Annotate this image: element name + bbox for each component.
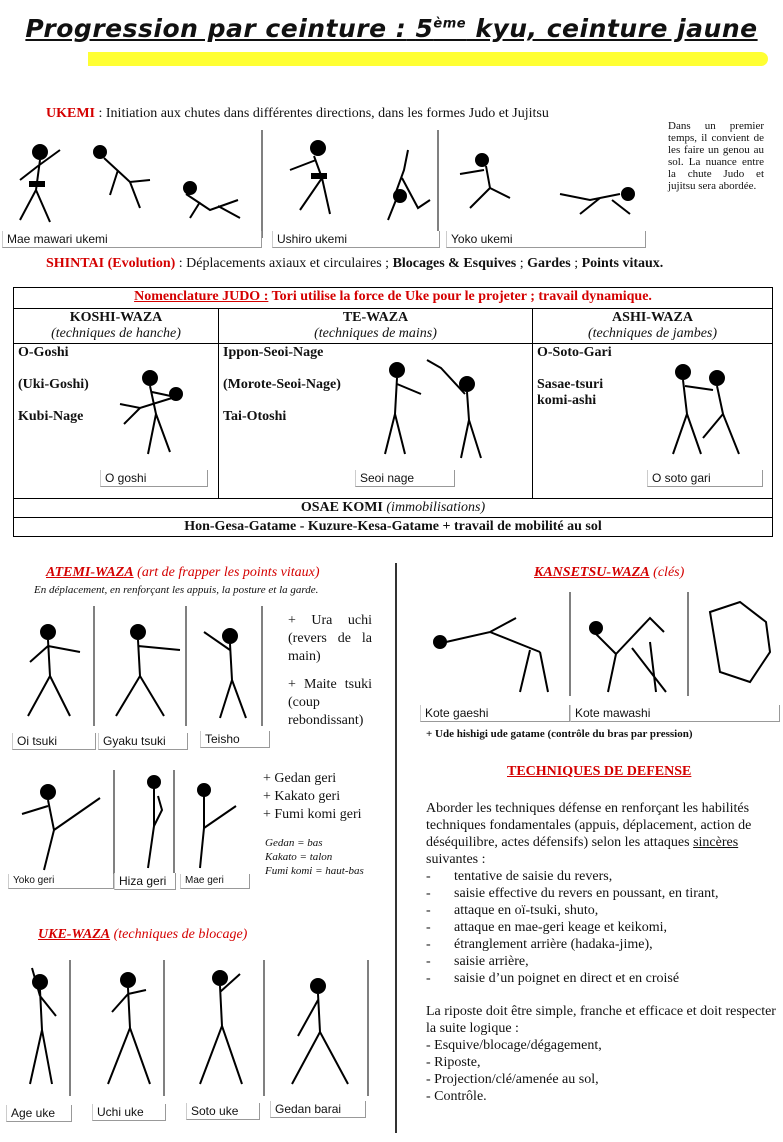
caption-yoko-geri: Yoko geri (8, 874, 114, 889)
nomenclature-header: Nomenclature JUDO : Tori utilise la force de Uke pour le projeter ; travail dynamique. (14, 288, 773, 309)
caption-gedan-barai: Gedan barai (270, 1101, 366, 1118)
col-te-waza: TE-WAZA (techniques de mains) (219, 309, 533, 344)
col-ashi-waza: ASHI-WAZA (techniques de jambes) (533, 309, 773, 344)
o-goshi-illustration (110, 364, 200, 464)
uke-waza-heading: UKE-WAZA (techniques de blocage) (38, 927, 248, 942)
defense-attacks-list (426, 868, 782, 987)
te-waza-cell: Ippon-Seoi-Nage (Morote-Seoi-Nage) Tai-Otoshi Seoi nage (219, 344, 533, 499)
kansetsu-note: + Ude hishigi ude gatame (contrôle du bras par pression) (426, 728, 693, 740)
ukemi-heading: UKEMI : Initiation aux chutes dans différentes directions, dans les formes Judo et Jujitsu (46, 106, 549, 121)
defense-intro: Aborder les techniques défense en renforçant les habilités techniques fondamentales (appuis, déplacement, action de déséquilibre, actes défensifs) selon les attaques sincères suivantes : (426, 801, 752, 867)
defense-body (426, 800, 782, 1105)
uke-waza-illustrations (8, 960, 373, 1100)
defense-step: - Contrôle. (426, 1089, 487, 1104)
ukemi-side-note: Dans un premier temps, il convient de les faire un genou au sol. La nuance entre la chute Judo et jujitsu sera abordée. (668, 120, 764, 192)
atemi-glossary: Gedan = bas Kakato = talon Fumi komi = haut-bas (265, 837, 364, 877)
defense-riposte: La riposte doit être simple, franche et efficace et doit respecter la suite logique : (426, 1004, 776, 1036)
page-title: Progression par ceinture : 5ème kyu, ceinture jaune (25, 14, 758, 43)
atemi-heading: ATEMI-WAZA (art de frapper les points vitaux) (46, 565, 320, 580)
caption-oi-tsuki: Oi tsuki (12, 733, 96, 750)
ashi-waza-cell: O-Soto-Gari Sasae-tsuri komi-ashi O soto gari (533, 344, 773, 499)
list-item: - tentative de saisie du revers, (426, 868, 782, 885)
osae-komi-techniques: Hon-Gesa-Gatame - Kuzure-Kesa-Gatame + travail de mobilité au sol (14, 518, 773, 537)
caption-soto-uke: Soto uke (186, 1103, 260, 1120)
caption-mae-mawari-ukemi: Mae mawari ukemi (2, 231, 262, 248)
atemi-intro: En déplacement, en renforçant les appuis, la posture et la garde. (34, 584, 319, 596)
list-item: - attaque en oï-tsuki, shuto, (426, 902, 782, 919)
defense-step: - Esquive/blocage/dégagement, (426, 1038, 602, 1053)
caption-kote-gaeshi: Kote gaeshi (420, 705, 570, 722)
shintai-heading: SHINTAI (Evolution) : Déplacements axiaux et circulaires ; Blocages & Esquives ; Gardes ; Points vitaux. (46, 256, 664, 271)
caption-o-goshi: O goshi (100, 470, 208, 487)
caption-seoi-nage: Seoi nage (355, 470, 455, 487)
caption-gyaku-tsuki: Gyaku tsuki (98, 733, 188, 750)
osae-komi-row: OSAE KOMI (immobilisations) (14, 499, 773, 518)
caption-mae-geri: Mae geri (180, 874, 250, 889)
kansetsu-illustrations (420, 592, 782, 704)
caption-teisho: Teisho (200, 731, 270, 748)
defense-step: - Riposte, (426, 1055, 481, 1070)
column-divider (395, 563, 397, 1133)
caption-age-uke: Age uke (6, 1105, 72, 1122)
list-item: - attaque en mae-geri keage et keikomi, (426, 919, 782, 936)
defense-heading: TECHNIQUES DE DEFENSE (507, 764, 692, 779)
caption-o-soto-gari: O soto gari (647, 470, 763, 487)
caption-hiza-geri: Hiza geri (114, 873, 176, 890)
koshi-waza-cell: O-Goshi (Uki-Goshi) Kubi-Nage O goshi (14, 344, 219, 499)
list-item: - saisie arrière, (426, 953, 782, 970)
o-soto-gari-illustration (643, 358, 763, 468)
atemi-extras-2: + Gedan geri + Kakato geri + Fumi komi geri (263, 771, 362, 822)
caption-kote-mawashi: Kote mawashi (570, 705, 780, 722)
list-item: - étranglement arrière (hadaka-jime), (426, 936, 782, 953)
list-item: - saisie d’un poignet en direct et en croisé (426, 970, 782, 987)
caption-ushiro-ukemi: Ushiro ukemi (272, 231, 440, 248)
col-koshi-waza: KOSHI-WAZA (techniques de hanche) (14, 309, 219, 344)
atemi-extras-1: + Ura uchi (revers de la main) + Maite tsuki (coup rebondissant) (288, 613, 372, 728)
yellow-belt-stripe (88, 52, 768, 66)
atemi-illustrations-1 (8, 606, 268, 731)
seoi-nage-illustration (357, 354, 517, 464)
kansetsu-heading: KANSETSU-WAZA (clés) (534, 565, 685, 580)
nomenclature-table (13, 287, 773, 537)
list-item: - saisie effective du revers en poussant, en tirant, (426, 885, 782, 902)
caption-yoko-ukemi: Yoko ukemi (446, 231, 646, 248)
caption-uchi-uke: Uchi uke (92, 1104, 166, 1121)
defense-step: - Projection/clé/amenée au sol, (426, 1072, 599, 1087)
atemi-illustrations-2 (8, 770, 253, 876)
ukemi-illustrations (0, 130, 660, 240)
